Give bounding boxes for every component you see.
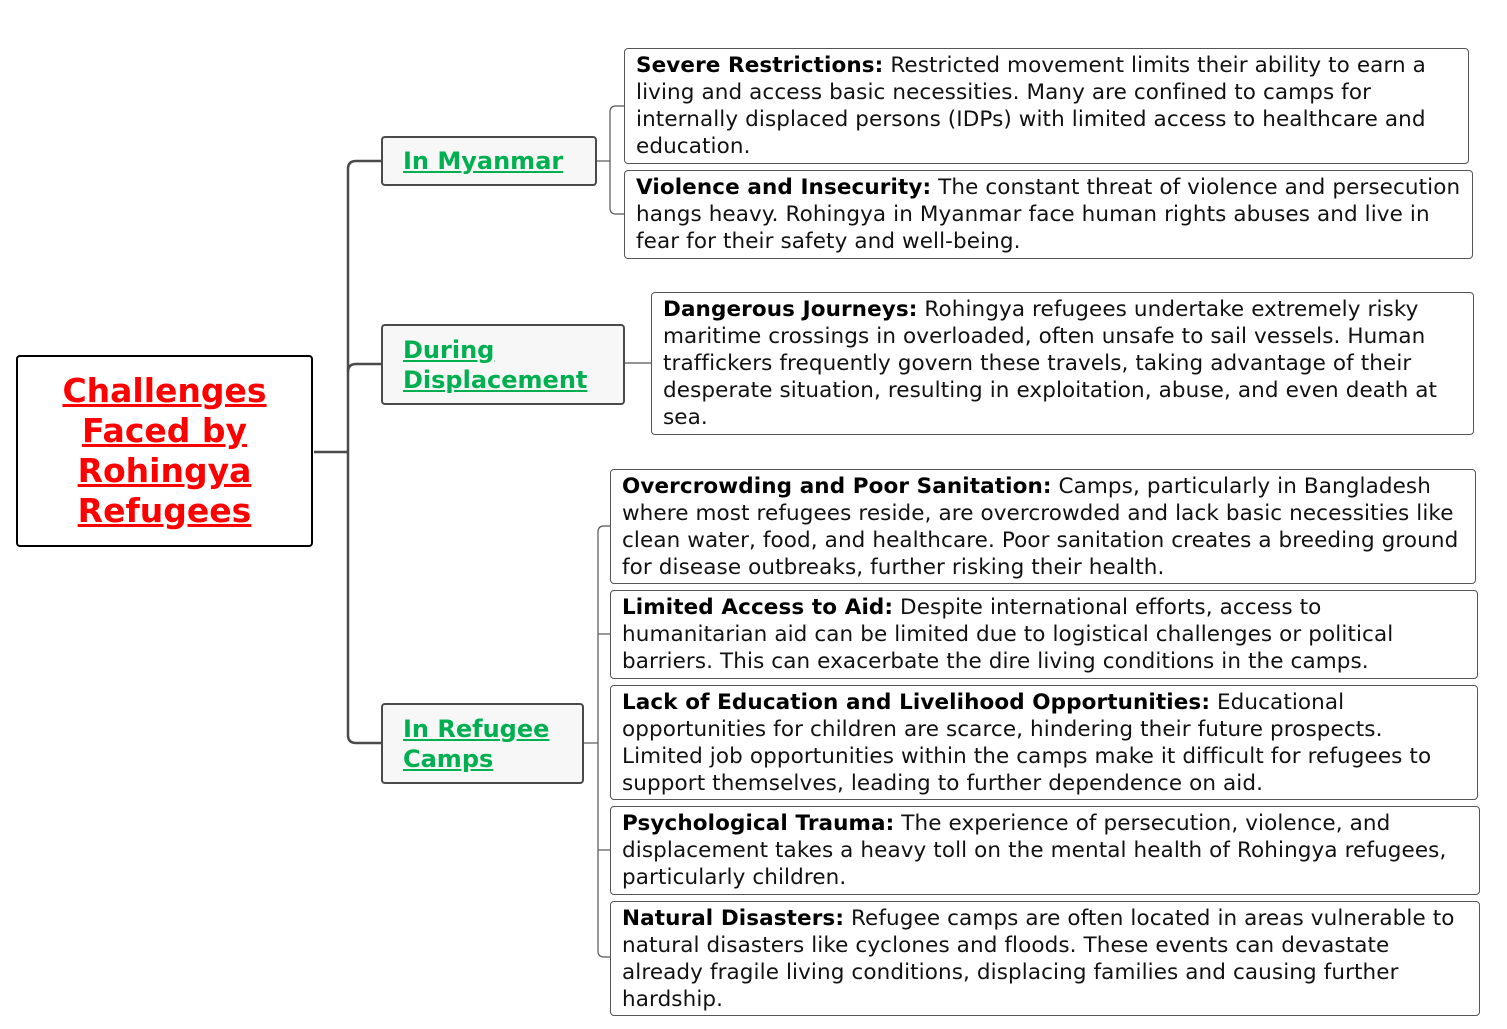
leaf-title: Violence and Insecurity: (636, 175, 932, 200)
leaf-dangerous-journeys (651, 292, 1474, 435)
connector-to-displacement (348, 364, 382, 372)
leaf-title: Limited Access to Aid: (622, 595, 894, 620)
leaf-title: Lack of Education and Livelihood Opportunities: (622, 690, 1211, 715)
connector-trunk (348, 161, 382, 743)
leaf-title: Severe Restrictions: (636, 53, 884, 78)
branch-label-in-refugee-camps[interactable]: In Refugee Camps (403, 714, 550, 773)
leaf-text: Camps, particularly in Bangladesh where most refugees reside, are overcrowded and lack basic necessities like clean water, food, and healthcare. Poor sanitation creates a breeding ground for disease outbreaks, further risking their health. (622, 474, 1459, 580)
leaf-text: Restricted movement limits their ability to earn a living and access basic necessities. Many are confined to camps for internally displaced persons (IDPs) with limited access to healthcare and education. (636, 53, 1426, 159)
leaf-text: Rohingya refugees undertake extremely risky maritime crossings in overloaded, often unsafe to sail vessels. Human traffickers frequently govern these travels, taking advantage of their desperate situation, resulting in exploitation, abuse, and even death at sea. (663, 297, 1438, 430)
leaf-text: Despite international efforts, access to humanitarian aid can be limited due to logistical challenges or political barriers. This can exacerbate the dire living conditions in the camps. (622, 595, 1394, 674)
branch-label-in-myanmar[interactable]: In Myanmar (403, 147, 564, 175)
leaf-text: Educational opportunities for children are scarce, hindering their future prospects. Limited job opportunities within the camps make it difficult for refugees to support themselves, leading to further dependence on aid. (622, 690, 1432, 796)
leaf-severe-restrictions (624, 48, 1469, 164)
root-topic-link[interactable]: Challenges Faced by Rohingya Refugees (62, 371, 267, 530)
root-topic[interactable] (16, 355, 313, 547)
leaf-title: Natural Disasters: (622, 906, 845, 931)
branch-label-during-displacement[interactable]: During Displacement (403, 335, 588, 394)
leaf-title: Psychological Trauma: (622, 811, 895, 836)
branch-in-refugee-camps[interactable] (381, 703, 584, 784)
connector-myanmar-leaves (610, 106, 625, 214)
leaf-text: The experience of persecution, violence, and displacement takes a heavy toll on the mental health of Rohingya refugees, particularly children. (622, 811, 1447, 890)
leaf-violence-and-insecurity (624, 170, 1473, 259)
leaf-lack-of-education (610, 685, 1478, 800)
leaf-title: Dangerous Journeys: (663, 297, 918, 322)
leaf-psychological-trauma (610, 806, 1480, 895)
leaf-text: The constant threat of violence and persecution hangs heavy. Rohingya in Myanmar face human rights abuses and live in fear for their safety and well-being. (636, 175, 1461, 254)
leaf-limited-access-to-aid (610, 590, 1478, 679)
leaf-title: Overcrowding and Poor Sanitation: (622, 474, 1052, 499)
leaf-natural-disasters (610, 901, 1480, 1016)
branch-during-displacement[interactable] (381, 324, 625, 405)
leaf-text: Refugee camps are often located in areas vulnerable to natural disasters like cyclones and floods. These events can devastate already fragile living conditions, displacing families and causing further hardship. (622, 906, 1455, 1012)
branch-in-myanmar[interactable] (381, 136, 597, 186)
leaf-overcrowding-and-poor-sanitation (610, 469, 1476, 584)
